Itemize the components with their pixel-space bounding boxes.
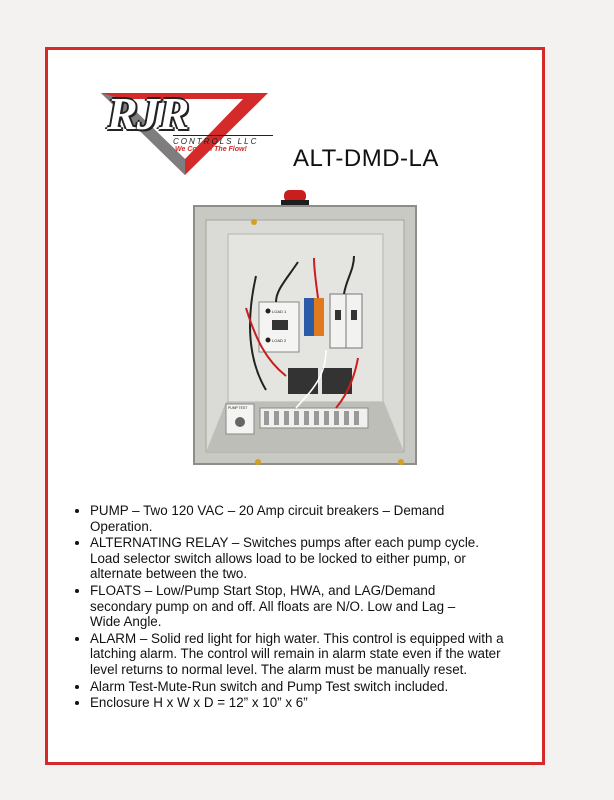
logo-wordmark: RJR <box>107 88 189 139</box>
model-number: ALT-DMD-LA <box>293 145 439 172</box>
logo-subtitle: CONTROLS LLC <box>173 135 273 146</box>
spec-item: • Alarm Test-Mute-Run switch and Pump Test switch included. <box>90 679 535 695</box>
spec-item: • ALARM – Solid red light for high water. This control is equipped with a latching alarm. The control will remain in alarm state even if the water level returns to normal level. The alarm must be manually reset. <box>90 631 535 678</box>
logo-tagline: We Control The Flow! <box>175 146 247 153</box>
company-logo <box>93 83 273 178</box>
pump-test-label: PUMP TEST <box>228 406 248 410</box>
load2-label: LOAD 2 <box>272 338 287 343</box>
spec-item: • Enclosure H x W x D = 12” x 10” x 6” <box>90 695 535 711</box>
spec-item: • FLOATS – Low/Pump Start Stop, HWA, and LAG/Demand secondary pump on and off. All floats are N/O. Low and Lag – Wide Angle. <box>90 583 535 630</box>
spec-item: • ALTERNATING RELAY – Switches pumps after each pump cycle. Load selector switch allows load to be locked to either pump, or alternate between the two. <box>90 535 535 582</box>
load1-label: LOAD 1 <box>272 309 287 314</box>
spec-item: • PUMP – Two 120 VAC – 20 Amp circuit breakers – Demand Operation. <box>90 503 535 534</box>
spec-list <box>68 503 535 712</box>
page-frame <box>45 47 545 765</box>
control-panel-photo <box>186 190 468 520</box>
toggle-switch-icon <box>235 417 245 427</box>
